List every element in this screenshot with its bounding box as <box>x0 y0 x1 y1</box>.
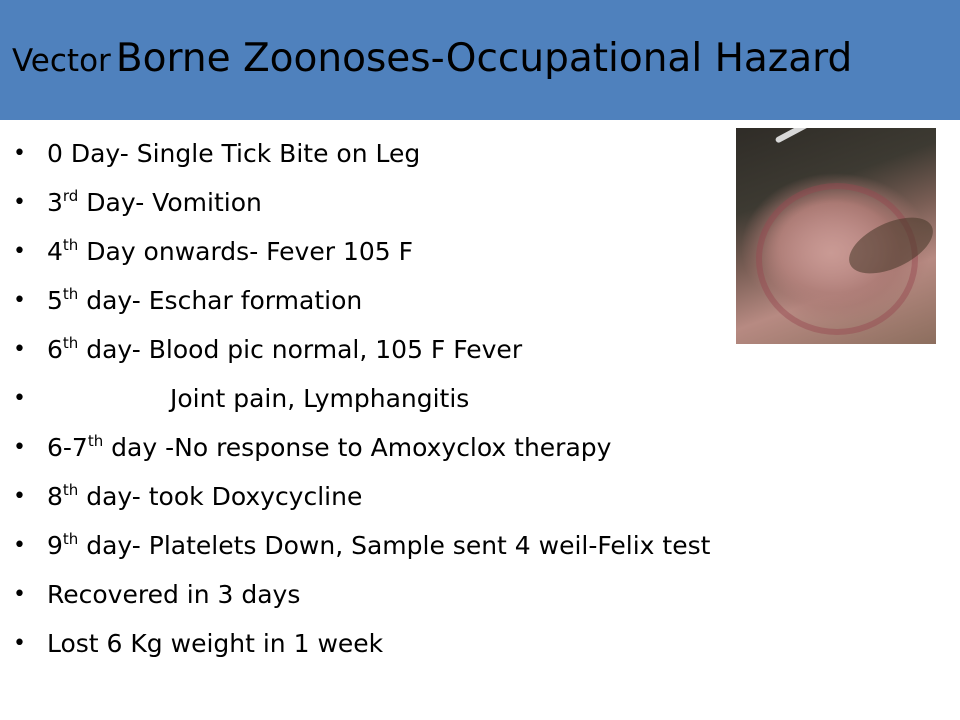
bullet-item <box>0 472 960 521</box>
bullet-icon: • <box>13 484 26 509</box>
bullet-text: 0 Day- Single Tick Bite on Leg <box>47 139 421 168</box>
title-bar <box>0 0 960 120</box>
bullet-icon: • <box>13 435 26 460</box>
bullet-item <box>0 374 960 423</box>
bullet-icon: • <box>13 337 26 362</box>
bullet-text: 4th Day onwards- Fever 105 F <box>47 236 414 266</box>
bullet-icon: • <box>13 288 26 313</box>
title-part-2: Borne Zoonoses-Occupational Hazard <box>115 36 853 81</box>
bullet-text: Recovered in 3 days <box>47 580 301 609</box>
bullet-icon: • <box>13 190 26 215</box>
bullet-text: 9th day- Platelets Down, Sample sent 4 weil-Felix test <box>47 530 711 560</box>
tick-bite-photo <box>736 128 936 344</box>
bullet-item <box>0 570 960 619</box>
bullet-text: 8th day- took Doxycycline <box>47 481 363 511</box>
bullet-icon: • <box>13 239 26 264</box>
slide-title <box>12 36 852 81</box>
pen-pointer <box>775 128 884 144</box>
bullet-icon: • <box>13 533 26 558</box>
bullet-icon: • <box>13 141 26 166</box>
title-part-1: Vector <box>12 43 111 79</box>
bullet-text: 6-7th day -No response to Amoxyclox therapy <box>47 432 612 462</box>
bullet-text: 5th day- Eschar formation <box>47 285 363 315</box>
bullet-icon: • <box>13 386 26 411</box>
bullet-text: Lost 6 Kg weight in 1 week <box>47 629 384 658</box>
bullet-text: 6th day- Blood pic normal, 105 F Fever <box>47 334 523 364</box>
bullet-icon: • <box>13 582 26 607</box>
bullet-text: Joint pain, Lymphangitis <box>170 384 470 413</box>
bullet-item <box>0 521 960 570</box>
bullet-item <box>0 619 960 668</box>
bullet-icon: • <box>13 631 26 656</box>
bullet-item <box>0 423 960 472</box>
bullet-text: 3rd Day- Vomition <box>47 187 262 217</box>
